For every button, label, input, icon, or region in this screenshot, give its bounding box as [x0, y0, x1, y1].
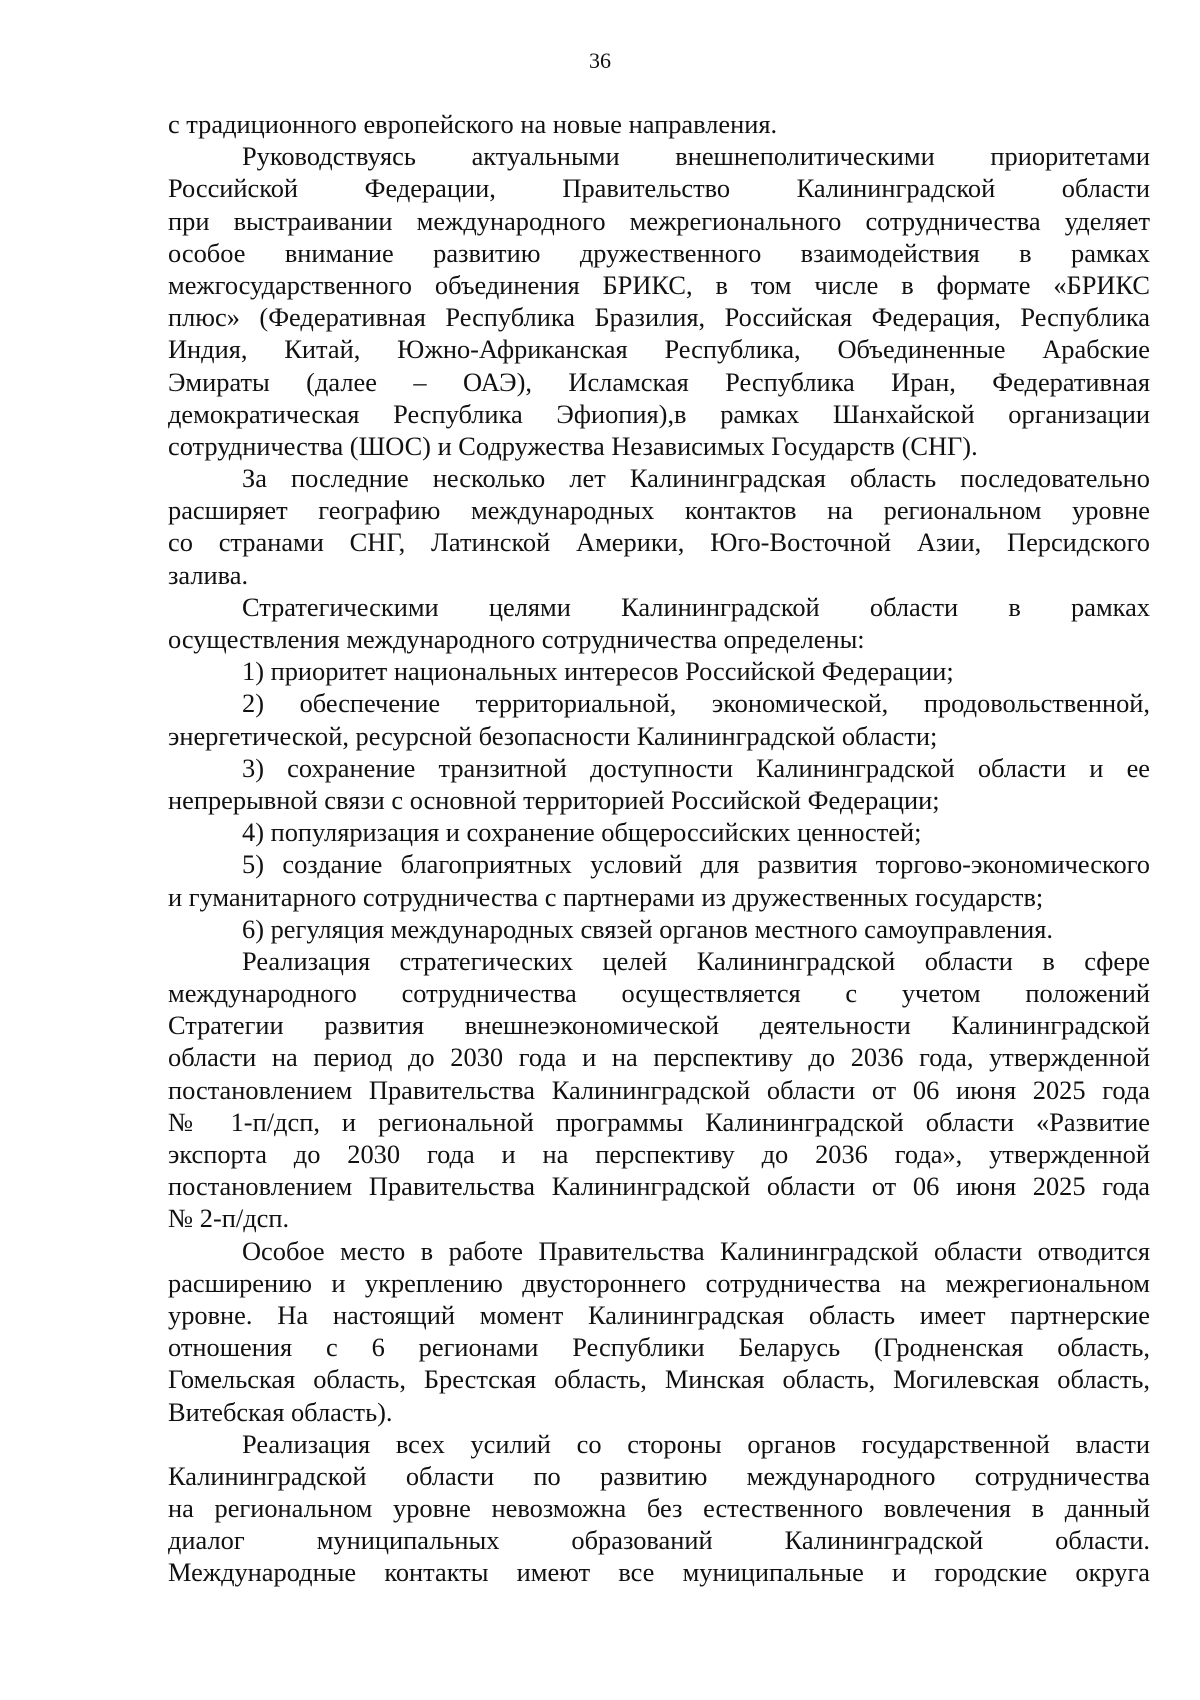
text-line: при выстраивании международного межрегионального сотрудничества уделяет: [168, 205, 1150, 236]
text-line: на региональном уровне невозможна без естественного вовлечения в данный: [168, 1493, 1150, 1524]
text-line: За последние несколько лет Калининградская область последовательно: [242, 463, 1150, 494]
text-line: уровне. На настоящий момент Калининградская область имеет партнерские: [168, 1299, 1150, 1330]
text-line: со странами СНГ, Латинской Америки, Юго-Восточной Азии, Персидского: [168, 527, 1150, 558]
text-line: 5) создание благоприятных условий для развития торгово-экономического: [242, 849, 1150, 880]
text-line: Стратегическими целями Калининградской области в рамках: [242, 591, 1150, 622]
text-line: демократическая Республика Эфиопия),в рамках Шанхайской организации: [168, 398, 1150, 429]
text-line: Российской Федерации, Правительство Калининградской области: [168, 173, 1150, 204]
text-line: межгосударственного объединения БРИКС, в том числе в формате «БРИКС: [168, 269, 1150, 300]
text-line: непрерывной связи с основной территорией Российской Федерации;: [168, 784, 940, 815]
text-line: залива.: [168, 559, 249, 590]
text-line: 1) приоритет национальных интересов Российской Федерации;: [242, 656, 954, 687]
text-line: постановлением Правительства Калининградской области от 06 июня 2025 года: [168, 1171, 1150, 1202]
text-line: экспорта до 2030 года и на перспективу до 2036 года», утвержденной: [168, 1139, 1150, 1169]
page-number: 36: [589, 48, 611, 73]
text-line: постановлением Правительства Калининградской области от 06 июня 2025 года: [168, 1074, 1150, 1105]
text-line: № 1-п/дсп, и региональной программы Калининградской области «Развитие: [168, 1106, 1150, 1137]
text-line: Особое место в работе Правительства Калининградской области отводится: [242, 1235, 1150, 1266]
text-line: 6) регуляция международных связей органов местного самоуправления.: [242, 913, 1054, 944]
text-line: расширению и укреплению двустороннего сотрудничества на межрегиональном: [168, 1267, 1150, 1298]
text-line: диалог муниципальных образований Калининградской области.: [168, 1525, 1150, 1556]
text-line: Калининградской области по развитию международного сотрудничества: [168, 1460, 1150, 1491]
text-line: особое внимание развитию дружественного взаимодействия в рамках: [168, 237, 1150, 268]
text-line: международного сотрудничества осуществляется с учетом положений: [168, 978, 1150, 1009]
text-line: 4) популяризация и сохранение общероссийских ценностей;: [242, 817, 922, 848]
text-line: осуществления международного сотрудничества определены:: [168, 624, 865, 654]
text-line: и гуманитарного сотрудничества с партнерами из дружественных государств;: [168, 881, 1044, 912]
text-line: Стратегии развития внешнеэкономической деятельности Калининградской: [168, 1010, 1150, 1041]
text-line: 2) обеспечение территориальной, экономической, продовольственной,: [242, 688, 1150, 719]
text-line: Реализация стратегических целей Калининградской области в сфере: [242, 945, 1150, 976]
text-line: плюс» (Федеративная Республика Бразилия, Российская Федерация, Республика: [168, 302, 1150, 333]
text-line: № 2-п/дсп.: [168, 1203, 290, 1234]
text-line: энергетической, ресурсной безопасности Калининградской области;: [168, 720, 938, 751]
text-line: Руководствуясь актуальными внешнеполитическими приоритетами: [242, 141, 1150, 172]
text-line: Витебская область).: [168, 1396, 393, 1427]
text-line: Международные контакты имеют все муниципальные и городские округа: [168, 1557, 1150, 1588]
body-text: [168, 108, 1150, 1589]
text-line: области на период до 2030 года и на перспективу до 2036 года, утвержденной: [168, 1042, 1150, 1073]
text-line: Эмираты (далее – ОАЭ), Исламская Республика Иран, Федеративная: [168, 366, 1150, 397]
text-line: с традиционного европейского на новые направления.: [168, 109, 778, 139]
text-line: Реализация всех усилий со стороны органов государственной власти: [242, 1428, 1150, 1459]
text-line: сотрудничества (ШОС) и Содружества Независимых Государств (СНГ).: [168, 430, 978, 461]
text-line: 3) сохранение транзитной доступности Калининградской области и ее: [242, 752, 1150, 783]
text-line: Гомельская область, Брестская область, Минская область, Могилевская область,: [168, 1364, 1150, 1395]
text-line: Индия, Китай, Южно-Африканская Республика, Объединенные Арабские: [168, 334, 1150, 365]
text-line: отношения с 6 регионами Республики Беларусь (Гродненская область,: [168, 1332, 1150, 1363]
text-line: расширяет географию международных контактов на региональном уровне: [168, 495, 1150, 526]
